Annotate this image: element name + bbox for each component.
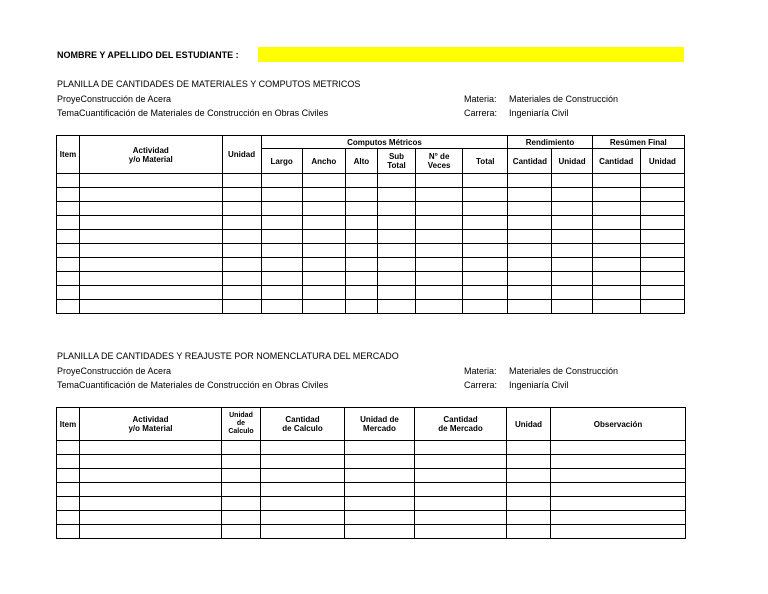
table-cell[interactable] [415, 469, 507, 483]
table-cell[interactable] [261, 216, 302, 230]
table-cell[interactable] [416, 272, 463, 286]
table-cell[interactable] [592, 272, 640, 286]
section2-carrera-label: Carrera: [464, 380, 498, 390]
table-cell[interactable] [552, 244, 592, 258]
table-cell[interactable] [302, 230, 345, 244]
table-cell[interactable] [416, 258, 463, 272]
table-cell[interactable] [345, 525, 415, 539]
table-row [57, 300, 685, 314]
section1-carrera-value: Ingeniaría Civil [509, 108, 569, 118]
table-row [57, 469, 686, 483]
header2-unidad-calculo: Unidad de Calculo [222, 408, 261, 441]
section2-carrera-value: Ingeniaría Civil [509, 380, 569, 390]
table-cell[interactable] [508, 244, 552, 258]
table-cell[interactable] [592, 174, 640, 188]
table-cell[interactable] [551, 497, 686, 511]
table-cell[interactable] [80, 511, 222, 525]
table-cell[interactable] [57, 244, 80, 258]
table-cell[interactable] [640, 188, 684, 202]
table-cell[interactable] [416, 244, 463, 258]
table-cell[interactable] [80, 202, 222, 216]
table-cell[interactable] [507, 497, 551, 511]
table-cell[interactable] [463, 230, 508, 244]
table-cell[interactable] [463, 272, 508, 286]
table-cell[interactable] [640, 230, 684, 244]
header2-observacion: Observación [551, 408, 686, 441]
table-cell[interactable] [507, 511, 551, 525]
table-cell[interactable] [592, 244, 640, 258]
table-cell[interactable] [261, 511, 345, 525]
table-cell[interactable] [508, 272, 552, 286]
mercado-table [56, 407, 686, 539]
header-total: Total [463, 149, 508, 174]
table-cell[interactable] [345, 286, 377, 300]
table-cell[interactable] [222, 455, 261, 469]
table-cell[interactable] [80, 216, 222, 230]
table-cell[interactable] [551, 455, 686, 469]
table-cell[interactable] [592, 216, 640, 230]
table-cell[interactable] [80, 174, 222, 188]
table-cell[interactable] [463, 244, 508, 258]
table-cell[interactable] [640, 202, 684, 216]
table-cell[interactable] [415, 441, 507, 455]
table-cell[interactable] [416, 286, 463, 300]
table-cell[interactable] [222, 188, 261, 202]
table-cell[interactable] [592, 286, 640, 300]
header-actividad: Actividad y/o Material [80, 136, 222, 174]
table-cell[interactable] [463, 202, 508, 216]
table-cell[interactable] [261, 455, 345, 469]
table-cell[interactable] [302, 216, 345, 230]
table-cell[interactable] [463, 216, 508, 230]
table-cell[interactable] [222, 216, 261, 230]
table-cell[interactable] [80, 455, 222, 469]
table-cell[interactable] [222, 497, 261, 511]
table-cell[interactable] [302, 286, 345, 300]
table-cell[interactable] [302, 188, 345, 202]
table-cell[interactable] [345, 174, 377, 188]
table-cell[interactable] [222, 258, 261, 272]
table-cell[interactable] [57, 469, 80, 483]
table-row [57, 441, 686, 455]
table-cell[interactable] [592, 188, 640, 202]
table-cell[interactable] [463, 258, 508, 272]
table-cell[interactable] [222, 300, 261, 314]
table-cell[interactable] [592, 300, 640, 314]
section1-title: PLANILLA DE CANTIDADES DE MATERIALES Y COMPUTOS METRICOS [57, 79, 361, 89]
table-row [57, 272, 685, 286]
header2-cantidad-mercado: Cantidad de Mercado [415, 408, 507, 441]
table-cell[interactable] [507, 469, 551, 483]
table-cell[interactable] [57, 441, 80, 455]
section2-tema: TemaCuantificación de Materiales de Construcción en Obras Civiles [57, 380, 329, 390]
table-cell[interactable] [57, 483, 80, 497]
table-cell[interactable] [261, 525, 345, 539]
section2-materia-label: Materia: [464, 366, 497, 376]
table-cell[interactable] [508, 202, 552, 216]
table-cell[interactable] [377, 202, 415, 216]
table-cell[interactable] [416, 174, 463, 188]
table-cell[interactable] [80, 272, 222, 286]
table-cell[interactable] [57, 455, 80, 469]
table-cell[interactable] [508, 188, 552, 202]
table-row [57, 286, 685, 300]
header-final-unidad: Unidad [640, 149, 684, 174]
table-cell[interactable] [463, 174, 508, 188]
table-cell[interactable] [345, 230, 377, 244]
table-cell[interactable] [416, 230, 463, 244]
header-rend-cantidad: Cantidad [508, 149, 552, 174]
table-cell[interactable] [415, 497, 507, 511]
table-cell[interactable] [80, 300, 222, 314]
table-cell[interactable] [507, 441, 551, 455]
table-cell[interactable] [416, 216, 463, 230]
table-cell[interactable] [377, 272, 415, 286]
table-cell[interactable] [508, 216, 552, 230]
table-cell[interactable] [552, 230, 592, 244]
header-rend-unidad: Unidad [552, 149, 592, 174]
table-cell[interactable] [507, 525, 551, 539]
table-cell[interactable] [551, 511, 686, 525]
table-cell[interactable] [302, 258, 345, 272]
table-row [57, 202, 685, 216]
table-cell[interactable] [345, 258, 377, 272]
table-cell[interactable] [302, 174, 345, 188]
table-cell[interactable] [551, 469, 686, 483]
table-cell[interactable] [415, 511, 507, 525]
table-cell[interactable] [345, 483, 415, 497]
table-cell[interactable] [261, 258, 302, 272]
table-cell[interactable] [345, 469, 415, 483]
table-cell[interactable] [345, 216, 377, 230]
table-cell[interactable] [57, 230, 80, 244]
table-cell[interactable] [508, 174, 552, 188]
table-cell[interactable] [552, 286, 592, 300]
table-cell[interactable] [261, 441, 345, 455]
table-cell[interactable] [222, 202, 261, 216]
table-cell[interactable] [261, 300, 302, 314]
table-cell[interactable] [415, 455, 507, 469]
table-cell[interactable] [345, 244, 377, 258]
table-cell[interactable] [57, 525, 80, 539]
table-row [57, 511, 686, 525]
table-cell[interactable] [377, 244, 415, 258]
table-cell[interactable] [551, 441, 686, 455]
table-cell[interactable] [345, 455, 415, 469]
table-cell[interactable] [415, 483, 507, 497]
table-row [57, 483, 686, 497]
table-cell[interactable] [222, 525, 261, 539]
table-cell[interactable] [222, 272, 261, 286]
table-cell[interactable] [552, 258, 592, 272]
table-cell[interactable] [345, 511, 415, 525]
table-cell[interactable] [261, 286, 302, 300]
header-alto: Alto [345, 149, 377, 174]
section1-proyecto: ProyeConstrucción de Acera [57, 94, 172, 104]
table-cell[interactable] [222, 174, 261, 188]
table-row [57, 174, 685, 188]
table-cell[interactable] [261, 230, 302, 244]
table-cell[interactable] [261, 174, 302, 188]
table-row [57, 525, 686, 539]
table-cell[interactable] [507, 483, 551, 497]
table-row [57, 258, 685, 272]
table-cell[interactable] [57, 258, 80, 272]
table-cell[interactable] [261, 469, 345, 483]
table-cell[interactable] [261, 272, 302, 286]
table-cell[interactable] [377, 216, 415, 230]
table-cell[interactable] [640, 272, 684, 286]
table-cell[interactable] [261, 202, 302, 216]
table-cell[interactable] [377, 286, 415, 300]
header2-unidad-mercado: Unidad de Mercado [345, 408, 415, 441]
header2-item: Item [57, 408, 80, 441]
section1-materia-value: Materiales de Construcción [509, 94, 619, 104]
header-rendimiento: Rendimiento [508, 136, 592, 149]
table-cell[interactable] [222, 441, 261, 455]
table-cell[interactable] [222, 244, 261, 258]
table-cell[interactable] [345, 272, 377, 286]
table-cell[interactable] [640, 300, 684, 314]
table-cell[interactable] [345, 300, 377, 314]
table-cell[interactable] [508, 230, 552, 244]
table-cell[interactable] [508, 286, 552, 300]
table-cell[interactable] [57, 188, 80, 202]
table-cell[interactable] [377, 258, 415, 272]
section1-materia-label: Materia: [464, 94, 497, 104]
header2-cantidad-calculo: Cantidad de Calculo [261, 408, 345, 441]
table-cell[interactable] [345, 188, 377, 202]
table-cell[interactable] [463, 300, 508, 314]
table-cell[interactable] [80, 497, 222, 511]
table-cell[interactable] [57, 300, 80, 314]
header2-unidad: Unidad [507, 408, 551, 441]
table-row [57, 230, 685, 244]
table-cell[interactable] [416, 300, 463, 314]
table-cell[interactable] [80, 469, 222, 483]
table-cell[interactable] [345, 441, 415, 455]
table-cell[interactable] [640, 286, 684, 300]
table-cell[interactable] [80, 525, 222, 539]
header-unidad: Unidad [222, 136, 261, 174]
table-cell[interactable] [57, 497, 80, 511]
table-row [57, 244, 685, 258]
table-cell[interactable] [592, 230, 640, 244]
header-veces: N° de Veces [416, 149, 463, 174]
table-cell[interactable] [80, 188, 222, 202]
section1-carrera-label: Carrera: [464, 108, 498, 118]
table-cell[interactable] [80, 258, 222, 272]
table-cell[interactable] [80, 286, 222, 300]
header-item: Item [57, 136, 80, 174]
table-cell[interactable] [552, 174, 592, 188]
header-subtotal: Sub Total [377, 149, 415, 174]
table-cell[interactable] [640, 244, 684, 258]
table-cell[interactable] [302, 300, 345, 314]
section2-materia-value: Materiales de Construcción [509, 366, 619, 376]
table-row [57, 455, 686, 469]
table-cell[interactable] [508, 300, 552, 314]
table-cell[interactable] [640, 174, 684, 188]
table-cell[interactable] [415, 525, 507, 539]
table-cell[interactable] [416, 188, 463, 202]
table-cell[interactable] [57, 216, 80, 230]
header-ancho: Ancho [302, 149, 345, 174]
table-cell[interactable] [80, 244, 222, 258]
section2-title: PLANILLA DE CANTIDADES Y REAJUSTE POR NOMENCLATURA DEL MERCADO [57, 351, 399, 361]
table-cell[interactable] [377, 300, 415, 314]
student-name-label: NOMBRE Y APELLIDO DEL ESTUDIANTE : [57, 50, 239, 60]
table-cell[interactable] [592, 202, 640, 216]
table-cell[interactable] [377, 188, 415, 202]
table-cell[interactable] [80, 441, 222, 455]
table-cell[interactable] [261, 188, 302, 202]
table-cell[interactable] [640, 216, 684, 230]
table-cell[interactable] [551, 483, 686, 497]
table-cell[interactable] [551, 525, 686, 539]
table-cell[interactable] [508, 258, 552, 272]
table-cell[interactable] [302, 202, 345, 216]
table-cell[interactable] [377, 230, 415, 244]
table-cell[interactable] [302, 272, 345, 286]
table-cell[interactable] [57, 511, 80, 525]
student-name-field[interactable] [258, 47, 684, 62]
table-cell[interactable] [57, 286, 80, 300]
table-cell[interactable] [57, 272, 80, 286]
table-row [57, 188, 685, 202]
section1-tema: TemaCuantificación de Materiales de Construcción en Obras Civiles [57, 108, 329, 118]
table-cell[interactable] [261, 483, 345, 497]
table-cell[interactable] [80, 483, 222, 497]
header2-actividad: Actividad y/o Material [80, 408, 222, 441]
table-cell[interactable] [222, 469, 261, 483]
table-row [57, 497, 686, 511]
table-cell[interactable] [345, 202, 377, 216]
table-cell[interactable] [345, 497, 415, 511]
computos-table [56, 135, 685, 314]
header-computos: Computos Métricos [261, 136, 508, 149]
table-cell[interactable] [222, 230, 261, 244]
section2-proyecto: ProyeConstrucción de Acera [57, 366, 172, 376]
table-cell[interactable] [463, 286, 508, 300]
table-cell[interactable] [640, 258, 684, 272]
table-cell[interactable] [552, 202, 592, 216]
table-cell[interactable] [592, 258, 640, 272]
table-cell[interactable] [507, 455, 551, 469]
table-cell[interactable] [57, 202, 80, 216]
table-cell[interactable] [377, 174, 415, 188]
table-cell[interactable] [222, 483, 261, 497]
header-largo: Largo [261, 149, 302, 174]
table-cell[interactable] [552, 300, 592, 314]
table-cell[interactable] [463, 188, 508, 202]
table-cell[interactable] [552, 216, 592, 230]
table-cell[interactable] [552, 272, 592, 286]
table-cell[interactable] [222, 511, 261, 525]
table-row [57, 216, 685, 230]
table-cell[interactable] [552, 188, 592, 202]
table-cell[interactable] [57, 174, 80, 188]
table-cell[interactable] [416, 202, 463, 216]
table-cell[interactable] [302, 244, 345, 258]
table-cell[interactable] [261, 497, 345, 511]
table-cell[interactable] [261, 244, 302, 258]
header-final-cantidad: Cantidad [592, 149, 640, 174]
table-cell[interactable] [222, 286, 261, 300]
table-cell[interactable] [80, 230, 222, 244]
header-resumen: Resúmen Final [592, 136, 684, 149]
